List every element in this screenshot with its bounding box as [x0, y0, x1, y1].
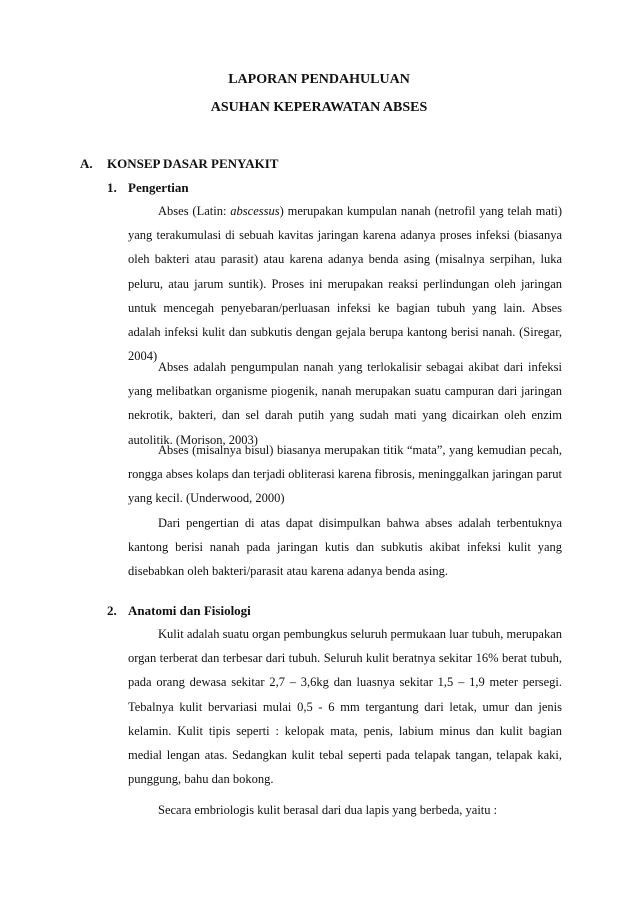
section-a-heading: KONSEP DASAR PENYAKIT [107, 156, 279, 171]
anatomi-paragraph-2: Secara embriologis kulit berasal dari dua lapis yang berbeda, yaitu : [158, 803, 498, 817]
pengertian-paragraph-3: Abses (misalnya bisul) biasanya merupakan titik “mata”, yang kemudian pecah, rongga abses kolaps dan terjadi obliterasi karena fibrosis, meninggalkan jaringan parut yang kecil. (Underwood, 2000) [128, 443, 562, 506]
subsection-2-heading: Anatomi dan Fisiologi [128, 603, 251, 618]
subsection-2-number: 2. [107, 603, 117, 618]
document-title-line2: ASUHAN KEPERAWATAN ABSES [210, 100, 428, 115]
pengertian-paragraph-2: Abses adalah pengumpulan nanah yang terlokalisir sebagai akibat dari infeksi yang melibatkan organisme piogenik, nanah merupakan suatu campuran dari jaringan nekrotik, bakteri, dan sel darah putih yang sudah mati yang dicairkan oleh enzim autolitik. (Morison, 2003) [128, 360, 562, 447]
pengertian-paragraph-1 [128, 199, 562, 368]
pengertian-paragraph-4: Dari pengertian di atas dapat disimpulkan bahwa abses adalah terbentuknya kantong berisi nanah pada jaringan kutis dan subkutis akibat infeksi kulit yang disebabkan oleh bakteri/parasit atau karena adanya benda asing. [128, 516, 562, 579]
anatomi-paragraph-1: Kulit adalah suatu organ pembungkus seluruh permukaan luar tubuh, merupakan organ terberat dan terbesar dari tubuh. Seluruh kulit beratnya sekitar 16% berat tubuh, pada orang dewasa sekitar 2,7 – 3,6kg dan luasnya sekitar 1,5 – 1,9 meter persegi. Tebalnya kulit bervariasi mulai 0,5 - 6 mm tergantung dari letak, umur dan jenis kelamin. Kulit tipis seperti : kelopak mata, penis, labium minus dan kulit bagian medial lengan atas. Sedangkan kulit tebal seperti pada telapak tangan, telapak kaki, punggung, bahu dan bokong. [128, 627, 562, 787]
subsection-1-number: 1. [107, 180, 117, 195]
p1-text-after: ) merupakan kumpulan nanah (netrofil yang telah mati) yang terakumulasi di sebuah kavitas jaringan karena adanya proses infeksi (biasanya oleh bakteri atau parasit) atau karena adanya benda asing (misalnya serpihan, luka peluru, atau jarum suntik). Proses ini merupakan reaksi perlindungan oleh jaringan untuk mencegah penyebaran/perluasan infeksi ke bagian tubuh yang lain. Abses adalah infeksi kulit dan subkutis dengan gejala berupa kantong berisi nanah. (Siregar, 2004) [128, 204, 562, 364]
section-a-label: A. [80, 156, 93, 171]
subsection-1-heading: Pengertian [128, 180, 189, 195]
document-title-line1: LAPORAN PENDAHULUAN [228, 72, 410, 87]
p1-text-before: Abses (Latin: [158, 204, 231, 218]
p1-latin-term: abscessus [230, 204, 280, 218]
